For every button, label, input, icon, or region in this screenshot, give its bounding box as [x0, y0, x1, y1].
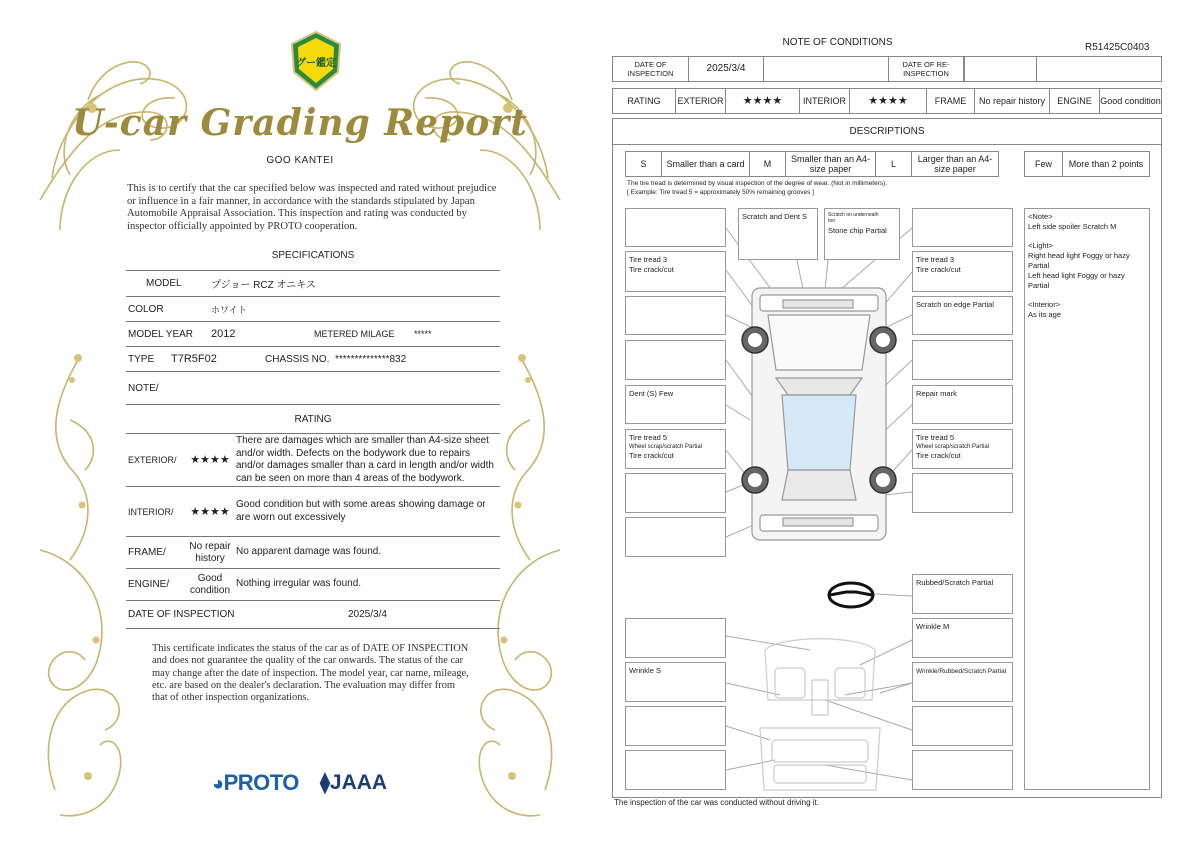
remark-underneath-small: Scratch on underneath: [828, 212, 879, 218]
remark-tire5-right-3: Tire crack/cut: [916, 451, 961, 460]
legend-s-description: Smaller than a card: [662, 152, 750, 176]
remark-box-l9: [625, 618, 726, 658]
remark-box-l6: [625, 429, 726, 469]
rating-row-engine: [126, 569, 500, 601]
remark-box-l2: [625, 251, 726, 292]
legend-s-code: S: [626, 152, 662, 176]
remark-tire5-left-3: Tire crack/cut: [629, 451, 674, 460]
spec-row-model-year: [126, 322, 500, 347]
chassis-value: **************832: [335, 353, 407, 365]
remark-box-r2: [912, 251, 1013, 292]
remark-repair-mark: Repair mark: [916, 389, 957, 398]
remark-tire5-left-1: Tire tread 5: [629, 433, 668, 442]
remark-box-l4: [625, 340, 726, 380]
remark-tire5-right-2: Wheel scrap/scratch Partial: [916, 444, 990, 450]
type-label: TYPE: [128, 353, 155, 365]
exterior-description: There are damages which are smaller than A4-size sheet and/or width. Defects on the bodywork due to repairs and/or damages smaller than a card in length and/or width can be seen on more than 4 areas of the bodywork.: [236, 435, 494, 484]
light-heading: <Light>: [1028, 241, 1054, 250]
remark-box-r9: [912, 618, 1013, 658]
frame-value: No repair history: [975, 89, 1050, 113]
engine-label: ENGINE/: [128, 579, 170, 590]
remark-box-r8: [912, 574, 1013, 614]
rating-label: RATING: [613, 89, 676, 113]
remark-box-l3: [625, 296, 726, 335]
rating-row-date: [126, 601, 500, 629]
jaaa-logo-text: JAAA: [329, 771, 388, 794]
color-label: COLOR: [128, 303, 164, 315]
remark-box-r11: [912, 706, 1013, 746]
steering-wheel-icon: [829, 583, 873, 607]
date-inspection-label: DATE OF INSPECTION: [613, 57, 689, 81]
remark-box-r3: [912, 296, 1013, 335]
model-year-value: 2012: [211, 328, 236, 340]
spec-row-color: [126, 297, 500, 322]
remark-box-l8: [625, 517, 726, 557]
remark-wrinkle-rubbed: Wrinkle/Rubbed/Scratch Partial: [916, 668, 1007, 675]
certificate-title: U-car Grading Report: [72, 102, 528, 144]
model-value: プジョー RCZ オニキス: [211, 280, 316, 291]
jaaa-logo: [320, 770, 387, 795]
rating-row-frame: [126, 537, 500, 569]
engine-label: ENGINE: [1050, 89, 1100, 113]
remark-box-r4: [912, 340, 1013, 380]
exterior-label: EXTERIOR: [676, 89, 726, 113]
spec-row-note: [126, 372, 500, 405]
remark-box-top-1: [738, 208, 818, 260]
goo-kantei-badge: [288, 30, 344, 92]
interior-stars: ★★★★: [850, 89, 927, 113]
remark-box-r12: [912, 750, 1013, 790]
exterior-stars: ★★★★: [190, 454, 230, 466]
rating-heading: RATING: [294, 414, 332, 425]
exterior-stars: ★★★★: [726, 89, 800, 113]
interior-label: INTERIOR/: [128, 506, 174, 517]
remark-box-l12: [625, 750, 726, 790]
remark-box-r1: [912, 208, 1013, 247]
certificate-footer: This certificate indicates the status of the car as of DATE OF INSPECTION and does not guarantee the quality of the car onwards. The status of the car may change after the date of inspection. The model year, car name, mileage, etc. are based on the dealer's declaration. The evaluation may differ from that of other inspection organizations.: [152, 643, 469, 704]
light-item-2: Left head light Foggy or hazy Partial: [1028, 271, 1125, 290]
note-heading: <Note>: [1028, 212, 1053, 221]
spec-row-type: [126, 347, 500, 372]
mileage-label: METERED MILAGE: [314, 329, 395, 339]
sheet-title: NOTE OF CONDITIONS: [782, 37, 893, 48]
interior-label: INTERIOR: [800, 89, 850, 113]
remark-box-l7: [625, 473, 726, 513]
remark-stone-chip: Stone chip Partial: [828, 226, 887, 235]
note-item-1: Left side spoiler Scratch M: [1028, 222, 1117, 231]
frame-description: No apparent damage was found.: [236, 546, 382, 558]
engine-value: Good condition: [189, 572, 231, 596]
interior-stars: ★★★★: [190, 505, 230, 518]
badge-text: グー鑑定: [296, 58, 336, 69]
date-inspection-value: 2025/3/4: [689, 57, 764, 81]
notes-panel: [1024, 208, 1150, 790]
legend-l-description: Larger than an A4-size paper: [917, 154, 993, 174]
remark-dent-few: Dent (S) Few: [629, 389, 674, 398]
proto-mark-icon: ◕: [212, 773, 224, 795]
engine-value: Good condition: [1100, 96, 1161, 106]
legend-few-description: More than 2 points: [1068, 159, 1144, 169]
sheet-footer: The inspection of the car was conducted without driving it.: [614, 798, 819, 807]
sheet-reference: R51425C0403: [1085, 42, 1150, 53]
engine-description: Nothing irregular was found.: [236, 578, 362, 590]
note-of-conditions-sheet: [600, 0, 1200, 848]
light-item-1: Right head light Foggy or hazy Partial: [1028, 251, 1130, 270]
remark-box-r10: [912, 662, 1013, 702]
spec-row-model: [126, 270, 500, 297]
legend-m-description: Smaller than an A4-size paper: [786, 152, 876, 176]
remark-underneath-small-2: too: [828, 218, 835, 224]
remark-tire3-right-2: Tire crack/cut: [916, 265, 961, 274]
rating-row-interior: [126, 487, 500, 537]
remark-rubbed: Rubbed/Scratch Partial: [916, 578, 994, 587]
frame-value: No repair history: [189, 540, 231, 564]
certificate-subtitle: GOO KANTEI: [266, 155, 334, 166]
interior-item-1: As its age: [1028, 310, 1061, 319]
frame-label: FRAME: [927, 89, 975, 113]
jaaa-mark-icon: ⧫: [320, 772, 330, 794]
rating-row-exterior: [126, 433, 500, 487]
date-value: 2025/3/4: [348, 609, 387, 620]
remark-box-r6: [912, 429, 1013, 469]
tire-note-2: [ Example: Tire tread 5 = approximately 50% remaining grooves ]: [627, 189, 814, 196]
remark-box-l5: [625, 385, 726, 424]
car-top-view-icon: [752, 288, 886, 540]
remark-scratch-dent: Scratch and Dent S: [742, 212, 808, 221]
remark-wrinkle-m: Wrinkle M: [916, 622, 950, 631]
legend-m-code: M: [750, 152, 786, 176]
color-value: ホワイト: [211, 304, 247, 315]
legend-l-code: L: [876, 152, 912, 176]
date-reinspection-label: DATE OF RE-INSPECTION: [889, 57, 964, 81]
type-value: T7R5F02: [171, 353, 217, 365]
remark-scratch-edge: Scratch on edge Partial: [916, 300, 994, 309]
remark-tire5-left-2: Wheel scrap/scratch Partial: [629, 444, 703, 450]
interior-heading: <Interior>: [1028, 300, 1061, 309]
remark-box-r5: [912, 385, 1013, 424]
remark-wrinkle-s: Wrinkle S: [629, 666, 661, 675]
remark-box-l10: [625, 662, 726, 702]
remark-box-r7: [912, 473, 1013, 513]
certificate-intro: This is to certify that the car specified below was inspected and rated without prejudice or influence in a fair manner, in accordance with the standards stipulated by Japan Automobile Appraisal Association. This inspection and rating was conducted by inspector officially appointed by PROTO cooperation.: [127, 183, 497, 232]
date-label: DATE OF INSPECTION: [128, 609, 235, 620]
mileage-value: *****: [414, 329, 432, 339]
exterior-label: EXTERIOR/: [128, 455, 177, 465]
descriptions-heading: DESCRIPTIONS: [613, 119, 1161, 145]
proto-logo-text: PROTO: [223, 770, 299, 795]
remark-box-l1: [625, 208, 726, 247]
model-year-label: MODEL YEAR: [128, 328, 194, 340]
legend-few-code: Few: [1025, 152, 1063, 176]
remark-tire3-right-1: Tire tread 3: [916, 255, 955, 264]
tire-note-1: The tire tread is determined by visual inspection of the degree of wear. (Not in millimeters).: [627, 180, 888, 187]
remark-tire3-left-2: Tire crack/cut: [629, 265, 674, 274]
frame-label: FRAME/: [128, 547, 166, 558]
remark-tire5-right-1: Tire tread 5: [916, 433, 955, 442]
remark-box-top-2: [824, 208, 900, 260]
model-label: MODEL: [146, 278, 182, 289]
specifications-heading: SPECIFICATIONS: [271, 250, 355, 261]
interior-description: Good condition but with some areas showing damage or are worn out excessively: [236, 499, 486, 523]
remark-tire3-left-1: Tire tread 3: [629, 255, 668, 264]
interior-seats-icon: [760, 639, 880, 790]
note-label: NOTE/: [128, 382, 159, 394]
chassis-label: CHASSIS NO.: [265, 353, 330, 365]
remark-box-l11: [625, 706, 726, 746]
proto-logo: [212, 770, 299, 796]
